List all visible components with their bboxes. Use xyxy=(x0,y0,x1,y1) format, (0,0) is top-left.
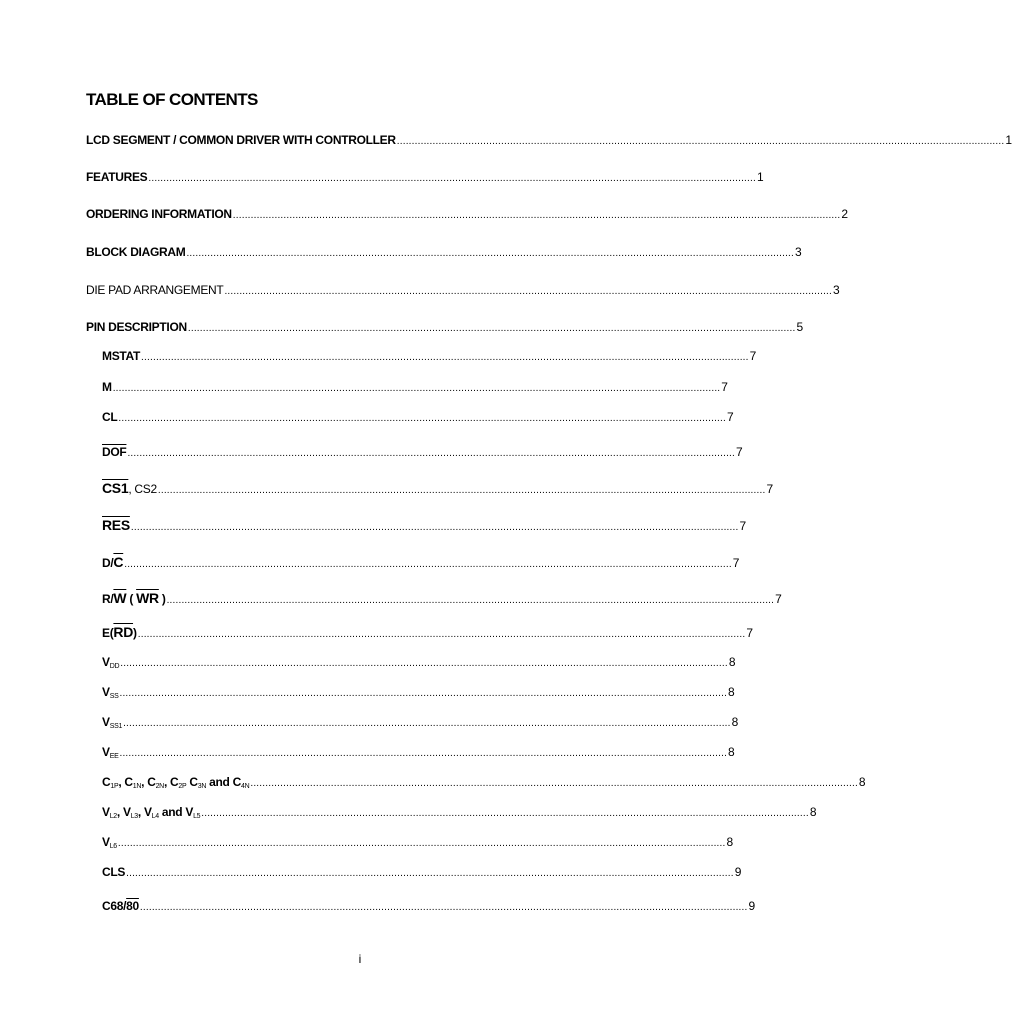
leader-dots: ............................................................................................................................................................................................................ xyxy=(232,210,841,221)
toc-entry-pin-description[interactable]: PIN DESCRIPTION ............................................................................................................................................................................................................ 5 xyxy=(86,320,804,334)
toc-entry-cls[interactable]: CLS ............................................................................................................................................................................................................ 9 xyxy=(102,865,742,879)
leader-dots: ............................................................................................................................................................................................................ xyxy=(117,838,726,849)
toc-entry-capacitors[interactable]: $C_{1P}$, $C_{1N}$, $C_{2N}$, $C_{2P}$ $C_{3N}$ and $C_{4N}$ ............................................................................................................................................................................................................ 8 xyxy=(102,775,866,790)
page-number: 7 xyxy=(732,556,740,570)
toc-entry-m[interactable]: M ............................................................................................................................................................................................................ 7 xyxy=(102,380,728,394)
leader-dots: ............................................................................................................................................................................................................ xyxy=(119,688,728,699)
page-number: 7 xyxy=(775,592,782,606)
leader-dots: ............................................................................................................................................................................................................ xyxy=(124,559,732,570)
toc-entry-mstat[interactable]: MSTAT ............................................................................................................................................................................................................ 7 xyxy=(102,349,757,363)
toc-entry-vee[interactable]: $V_{EE}$ ............................................................................................................................................................................................................ 8 xyxy=(102,745,735,760)
page-number: 7 xyxy=(766,482,774,496)
page-number: 2 xyxy=(841,207,849,221)
toc-entry-block-diagram[interactable]: BLOCK DIAGRAM ............................................................................................................................................................................................................ 3 xyxy=(86,245,802,259)
page-number: 7 xyxy=(749,349,757,363)
leader-dots: ............................................................................................................................................................................................................ xyxy=(126,868,734,879)
page-number: 8 xyxy=(728,745,735,759)
page-number: 7 xyxy=(739,519,747,533)
page-number: 3 xyxy=(833,283,840,297)
leader-dots: ............................................................................................................................................................................................................ xyxy=(250,778,858,789)
page-number: 3 xyxy=(795,245,802,259)
leader-dots: ............................................................................................................................................................................................................ xyxy=(130,522,739,533)
page-number: 9 xyxy=(748,899,756,913)
toc-entry-dof[interactable]: $\overline{DOF}$ ............................................................................................................................................................................................................ 7 xyxy=(102,445,743,459)
toc-entry-r-w-wr[interactable]: $R/\overline{W}$ ( $\overline{WR}$ ) ............................................................................................................................................................................................................ 7 xyxy=(102,590,782,606)
toc-entry-c68-80[interactable]: C68/80 ............................................................................................................................................................................................................ 9 xyxy=(102,899,756,913)
toc-entry-vl2-vl5[interactable]: $V_{L2}$, $V_{L3}$, $V_{L4}$ and $V_{L5}$ ............................................................................................................................................................................................................ 8 xyxy=(102,805,817,820)
leader-dots: ............................................................................................................................................................................................................ xyxy=(157,485,766,496)
leader-dots: ............................................................................................................................................................................................................ xyxy=(396,136,1005,147)
page-number: 9 xyxy=(734,865,742,879)
toc-entry-vl6[interactable]: $V_{L6}$ ............................................................................................................................................................................................................ 8 xyxy=(102,835,734,850)
leader-dots: ............................................................................................................................................................................................................ xyxy=(119,748,728,759)
page-number: 8 xyxy=(809,805,817,819)
toc-title: TABLE OF CONTENTS xyxy=(86,90,258,109)
page-number: 7 xyxy=(726,410,734,424)
toc-entry-d-c[interactable]: $D/\overline{C}$ ............................................................................................................................................................................................................ 7 xyxy=(102,554,740,570)
toc-entry-lcd-driver[interactable]: LCD SEGMENT / COMMON DRIVER WITH CONTROLLER ............................................................................................................................................................................................................ 1 xyxy=(86,133,1012,147)
leader-dots: ............................................................................................................................................................................................................ xyxy=(120,658,728,669)
leader-dots: ............................................................................................................................................................................................................ xyxy=(137,629,746,640)
leader-dots: ............................................................................................................................................................................................................ xyxy=(148,173,756,184)
page-number: 7 xyxy=(736,445,743,459)
page-number: 5 xyxy=(796,320,804,334)
page-number: 7 xyxy=(746,626,753,640)
leader-dots: ............................................................................................................................................................................................................ xyxy=(187,323,796,334)
page-number: 1 xyxy=(756,170,764,184)
toc-entry-die-pad-arrangement[interactable]: DIE PAD ARRANGEMENT ............................................................................................................................................................................................................ 3 xyxy=(86,283,840,297)
toc-entry-res[interactable]: $\overline{RES}$ ............................................................................................................................................................................................................ 7 xyxy=(102,517,747,533)
page-number: 8 xyxy=(731,715,739,729)
toc-entry-vdd[interactable]: $V_{DD}$ ............................................................................................................................................................................................................ 8 xyxy=(102,655,736,670)
page-number: 8 xyxy=(726,835,734,849)
leader-dots: ............................................................................................................................................................................................................ xyxy=(186,248,795,259)
leader-dots: ............................................................................................................................................................................................................ xyxy=(201,808,809,819)
leader-dots: ............................................................................................................................................................................................................ xyxy=(123,718,731,729)
toc-entry-vss[interactable]: $V_{SS}$ ............................................................................................................................................................................................................ 8 xyxy=(102,685,735,700)
page-number: 1 xyxy=(1005,133,1012,147)
leader-dots: ............................................................................................................................................................................................................ xyxy=(166,595,775,606)
page-number: 8 xyxy=(858,775,866,789)
toc-entry-e-rd[interactable]: $E(\overline{RD})$ ............................................................................................................................................................................................................ 7 xyxy=(102,624,753,640)
leader-dots: ............................................................................................................................................................................................................ xyxy=(112,383,721,394)
page-number: 7 xyxy=(721,380,728,394)
toc-entry-cs1-cs2[interactable]: CS1, CS2 ............................................................................................................................................................................................................ 7 xyxy=(102,480,774,496)
footer-page-number: i xyxy=(358,952,362,966)
leader-dots: ............................................................................................................................................................................................................ xyxy=(141,352,749,363)
leader-dots: ............................................................................................................................................................................................................ xyxy=(127,448,736,459)
toc-entry-vss1[interactable]: $V_{SS1}$ ............................................................................................................................................................................................................ 8 xyxy=(102,715,739,730)
leader-dots: ............................................................................................................................................................................................................ xyxy=(224,286,833,297)
leader-dots: ............................................................................................................................................................................................................ xyxy=(118,413,726,424)
page-number: 8 xyxy=(728,685,735,699)
toc-entry-features[interactable]: FEATURES ............................................................................................................................................................................................................ 1 xyxy=(86,170,764,184)
toc-entry-cl[interactable]: CL ............................................................................................................................................................................................................ 7 xyxy=(102,410,734,424)
page-number: 8 xyxy=(728,655,736,669)
toc-entry-ordering-information[interactable]: ORDERING INFORMATION ............................................................................................................................................................................................................ 2 xyxy=(86,207,849,221)
leader-dots: ............................................................................................................................................................................................................ xyxy=(139,902,748,913)
